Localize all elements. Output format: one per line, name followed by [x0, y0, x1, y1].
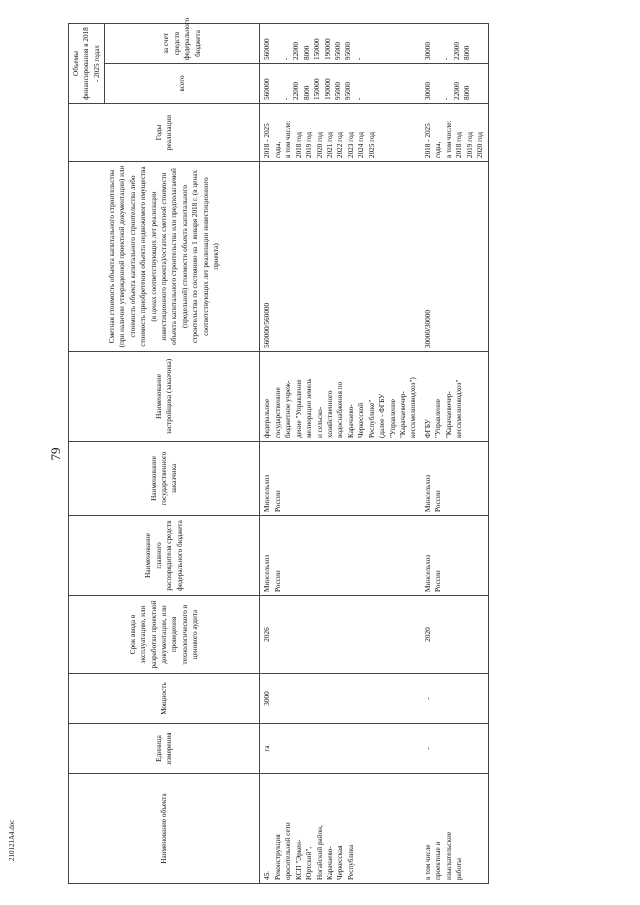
page-number: 79	[48, 447, 63, 461]
cell-line: 2020 год	[315, 132, 324, 158]
cell-line: 2023 год	[346, 132, 355, 158]
cell-line: в том числе:	[284, 120, 293, 158]
cell-capacity: 3000	[260, 674, 421, 724]
cell-cost: 30000/30000	[421, 162, 488, 352]
cell-line: мелиорации земель	[305, 378, 314, 438]
cell-line: в том числе:	[444, 120, 453, 158]
cell-line: -	[281, 97, 290, 100]
cell-line: 95000	[344, 42, 353, 60]
cell-line: 2021 год	[325, 132, 334, 158]
table-row	[260, 24, 421, 884]
cell-line: Карачаево-	[325, 846, 334, 880]
cell-line: КСП "Эркен-	[294, 839, 303, 880]
cell-line: -	[354, 97, 363, 100]
cell-line: 22000	[452, 82, 461, 100]
cell-unit: га	[260, 724, 421, 774]
cell-line: 150000	[313, 78, 322, 100]
cell-line: Юртский",	[305, 846, 314, 880]
cell-years	[260, 104, 421, 162]
header-cost: Сметная стоимость объекта капитального строительства (при наличии утвержденной проектной документации) или стоимость объекта капитального строительства либо стоимость приобретения объекта недвижимого имущества (в ценах соответствующих лет реализации инвестиционного проекта)/остаток сметной стоимости объекта капитального строительства или предполагаемой (предельной) стоимости объекта капитального строительства по состоянию на 1 января 2018 г. (в ценах соответствующих лет реализации инвестиционного проекта)	[69, 162, 260, 352]
table-row	[421, 24, 488, 884]
cell-line: 560000	[263, 78, 272, 100]
cell-line: хозяйственного	[325, 390, 334, 438]
header-chief: Наименование главного распорядителя средств федерального бюджета	[69, 516, 260, 596]
cell-line: 8000	[463, 45, 472, 60]
cell-total	[421, 64, 488, 104]
cell-line: Республике"	[367, 399, 376, 438]
cell-line: 2020 год	[476, 132, 485, 158]
cell-line: 30000	[423, 82, 432, 100]
cell-line: (далее - ФГБУ	[378, 393, 387, 438]
cell-line: Ногайский район,	[315, 825, 324, 880]
cell-line: России	[434, 570, 443, 592]
cell-unit: -	[421, 724, 488, 774]
cell-federal	[421, 24, 488, 64]
cell-line: "Управление	[388, 399, 397, 438]
cell-line: Черкесская	[336, 845, 345, 880]
cell-line: Реконструкция	[273, 834, 282, 880]
cell-line: 190000	[323, 38, 332, 60]
cell-line: Карачаево-	[346, 404, 355, 438]
header-developer: Наименование застройщика (заказчика)	[69, 352, 260, 442]
cell-line: Республика	[346, 844, 355, 880]
cell-line: кесскмелиоводхоз")	[409, 377, 418, 438]
cell-line: 2022 год	[336, 132, 345, 158]
header-capacity: Мощность	[69, 674, 260, 724]
cell-line: годы,	[273, 141, 282, 158]
cell-years	[421, 104, 488, 162]
cell-line: государственное	[273, 387, 282, 438]
cell-line: федеральное	[263, 398, 272, 438]
cell-line: 22000	[452, 42, 461, 60]
cell-line: проектные и	[434, 841, 443, 880]
table-body	[260, 24, 488, 884]
cell-line: Минсельхоз	[423, 474, 432, 512]
cell-line: водоснабжения по	[336, 381, 345, 438]
header-unit: Единица измерения	[69, 724, 260, 774]
cell-capacity: -	[421, 674, 488, 724]
cell-federal	[260, 24, 421, 64]
cell-line: 190000	[323, 78, 332, 100]
cell-line: России	[273, 570, 282, 592]
cell-line: 2025 год	[367, 132, 376, 158]
cell-term: 2026	[260, 596, 421, 674]
cell-customer	[260, 442, 421, 516]
cell-line: 8000	[302, 85, 311, 100]
cell-line: работы	[455, 858, 464, 880]
cell-line: 560000	[263, 38, 272, 60]
cell-line: ФГБУ	[423, 419, 432, 438]
investment-table	[68, 17, 489, 884]
cell-line: 2018 год	[455, 132, 464, 158]
cell-line: 2024 год	[357, 132, 366, 158]
cell-line: оросительной сети	[284, 822, 293, 880]
header-total: всего	[105, 64, 260, 104]
cell-line: и сельско-	[315, 406, 324, 438]
cell-line: 8000	[302, 45, 311, 60]
cell-term: 2020	[421, 596, 488, 674]
cell-line: -	[281, 57, 290, 60]
cell-line: 95000	[344, 82, 353, 100]
cell-line: -	[442, 97, 451, 100]
cell-customer	[421, 442, 488, 516]
cell-cost: 560000/560000	[260, 162, 421, 352]
cell-line: бюджетное учреж-	[284, 380, 293, 438]
cell-line: "Управление	[434, 399, 443, 438]
cell-total	[260, 64, 421, 104]
cell-developer	[260, 352, 421, 442]
header-term: Срок ввода в эксплуатацию, или разработки проектной документации, или проведения технологического и ценового аудита	[69, 596, 260, 674]
cell-name	[260, 774, 421, 884]
cell-line: 30000	[423, 42, 432, 60]
header-years: Годы реализации	[69, 104, 260, 162]
cell-line: 2018 год	[294, 132, 303, 158]
cell-line: 150000	[313, 38, 322, 60]
cell-line: 22000	[292, 42, 301, 60]
cell-line: дение "Управление	[294, 379, 303, 438]
cell-chief	[421, 516, 488, 596]
header-funding-group: Объемы финансирования в 2018 - 2025 годах	[69, 24, 105, 104]
cell-line: годы,	[434, 141, 443, 158]
cell-line: 2018 - 2025	[423, 123, 432, 158]
cell-line: Минсельхоз	[263, 474, 272, 512]
cell-line: "Карачаевочер-	[444, 391, 453, 438]
cell-chief	[260, 516, 421, 596]
cell-line: Черкесской	[357, 402, 366, 438]
rotated-page	[46, 17, 606, 884]
row-number: 45.	[263, 871, 272, 880]
header-federal: за счет средств федерального бюджета	[105, 24, 260, 64]
cell-line: -	[354, 57, 363, 60]
cell-line: 95000	[333, 42, 342, 60]
cell-line: -	[442, 57, 451, 60]
cell-line: кесскмелиоводхоз"	[455, 379, 464, 438]
cell-line: "Карачаевочер-	[399, 391, 407, 438]
cell-line: 2019 год	[305, 132, 314, 158]
header-name: Наименование объекта	[69, 774, 260, 884]
footer-code: 210121A4.doc	[8, 819, 16, 861]
cell-line: изыскательские	[444, 831, 453, 880]
cell-line: Минсельхоз	[263, 554, 272, 592]
cell-line: России	[434, 490, 443, 512]
cell-line: 8000	[463, 85, 472, 100]
cell-developer	[421, 352, 488, 442]
cell-line: России	[273, 490, 282, 512]
cell-line: 2018 - 2025	[263, 123, 272, 158]
header-row	[69, 24, 105, 884]
header-customer: Наименование государственного заказчика	[69, 442, 260, 516]
cell-line: 2019 год	[465, 132, 474, 158]
cell-name	[421, 774, 488, 884]
cell-line: 95000	[333, 82, 342, 100]
cell-line: 22000	[292, 82, 301, 100]
cell-line: в том числе	[423, 844, 432, 880]
cell-line: Минсельхоз	[423, 554, 432, 592]
